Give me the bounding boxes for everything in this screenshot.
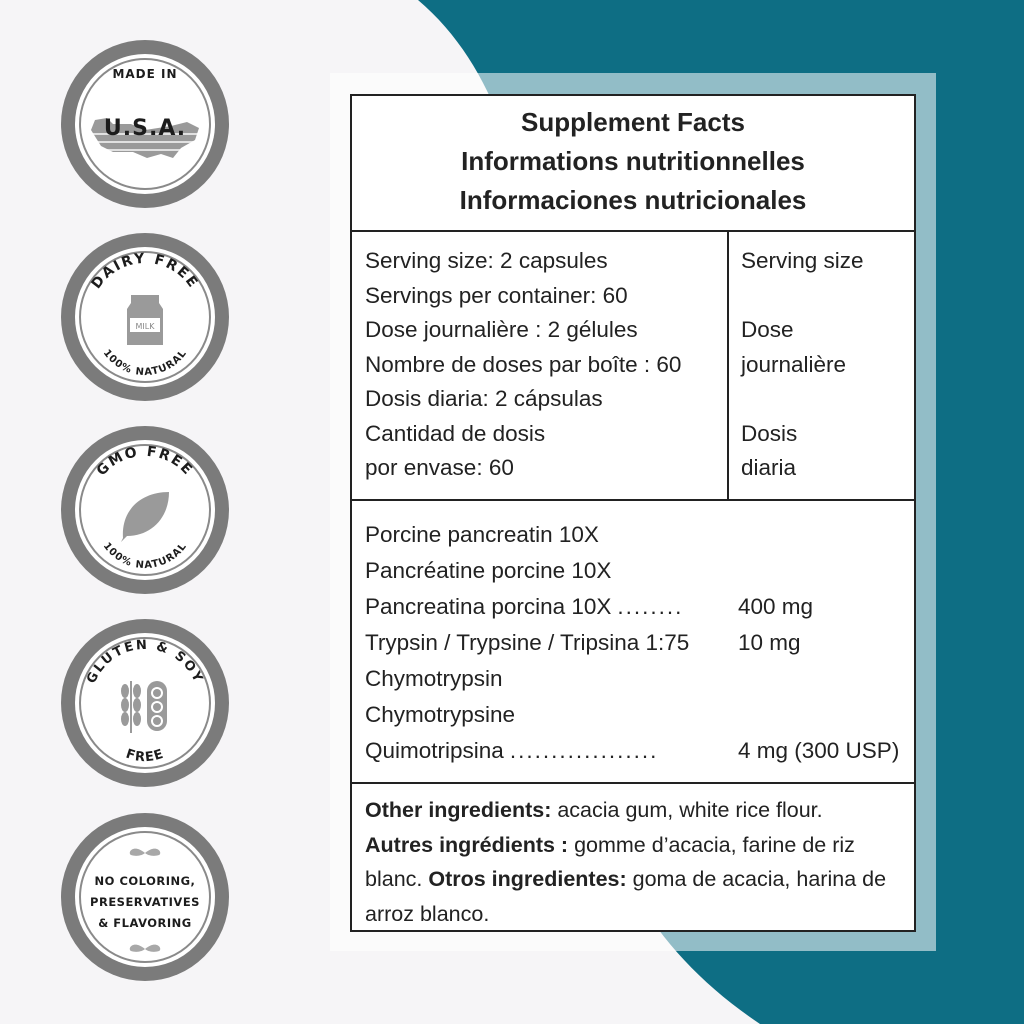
- serving-line: por envase: 60: [365, 455, 514, 480]
- ingredient-name: Trypsin / Trypsine / Tripsina 1:75: [365, 630, 690, 655]
- other-ingredients-en-label: Other ingredients:: [365, 798, 552, 822]
- serving-line: Dosis diaria: 2 cápsulas: [365, 386, 603, 411]
- badge-top-text: GMO FREE: [93, 443, 197, 480]
- svg-text:MILK: MILK: [135, 322, 155, 331]
- serving-line: Cantidad de dosis: [365, 420, 546, 446]
- serving-line: Dose journalière : 2 gélules: [365, 317, 638, 342]
- badge-bottom-text: 100% NATURAL: [100, 540, 190, 572]
- serving-section: [352, 230, 914, 501]
- badge-line: & FLAVORING: [98, 916, 192, 930]
- ingredient-row: Quimotripsina .................. 4 mg (300 USP): [365, 733, 695, 769]
- gluten-soy-free-badge: [61, 619, 229, 787]
- serving-line: Servings per container: 60: [365, 282, 628, 308]
- dairy-free-badge: [61, 233, 229, 401]
- badge-line: PRESERVATIVES: [90, 895, 200, 909]
- title-fr: Informations nutritionnelles: [461, 146, 805, 176]
- milk-carton-icon: [127, 295, 163, 345]
- made-in-usa-badge: [61, 40, 229, 208]
- badge-bottom-text: FREE: [123, 746, 167, 766]
- ingredient-name: Chymotrypsin: [365, 666, 503, 691]
- title-es: Informaciones nutricionales: [459, 185, 807, 215]
- serving-line: Nombre de doses par boîte : 60: [365, 351, 682, 377]
- svg-text:100% NATURAL: [101, 541, 189, 571]
- wheat-soy-icon: [121, 681, 167, 733]
- ingredient-amount: 400 mg: [738, 594, 814, 619]
- ingredient-row: [365, 625, 801, 661]
- label-header: [352, 96, 914, 232]
- serving-header-line: [741, 382, 916, 417]
- title-en: Supplement Facts: [521, 107, 745, 137]
- badge-top-text: MADE IN: [112, 67, 178, 81]
- serving-header-line: [741, 279, 916, 314]
- ingredient-name: Chymotrypsine: [365, 702, 516, 727]
- serving-header-line: journalière: [741, 351, 847, 377]
- badge-bottom-text: 100% NATURAL: [100, 347, 190, 379]
- svg-text:100% NATURAL: [101, 348, 189, 378]
- other-ingredients-en-text: acacia gum, white rice flour.: [551, 798, 823, 822]
- ingredient-name: Porcine pancreatin 10X: [365, 522, 599, 547]
- other-ingredients-fr-label: Autres ingrédients :: [365, 832, 569, 857]
- ingredient-row: [365, 697, 695, 733]
- ingredient-amount: 10 mg: [738, 630, 801, 655]
- ingredient-name: Pancreatina porcina 10X: [365, 594, 612, 619]
- other-ingredients-es-label: Otros ingredientes:: [428, 867, 627, 891]
- svg-text:GLUTEN & SOY: [84, 638, 206, 686]
- ingredient-name: Pancréatine porcine 10X: [365, 558, 612, 583]
- ingredient-row: [365, 517, 695, 553]
- serving-header-line: Dose: [741, 317, 794, 342]
- ingredient-row: Pancreatina porcina 10X ........ 400 mg: [365, 589, 695, 625]
- svg-text:DAIRY FREE: [89, 251, 202, 292]
- ingredient-row: [365, 661, 695, 697]
- badge-top-text: GLUTEN & SOY: [84, 637, 206, 687]
- badge-top-text: DAIRY FREE: [88, 250, 202, 292]
- ingredients-section: [352, 499, 914, 784]
- leaf-icon: [121, 492, 169, 542]
- ingredient-row: [365, 553, 695, 589]
- other-ingredients-fr-text: gomme d’acacia, farine de riz blanc.: [365, 832, 855, 891]
- ingredient-name: Quimotripsina: [365, 738, 504, 763]
- no-coloring-badge: [61, 813, 229, 981]
- gmo-free-badge: [61, 426, 229, 594]
- serving-line: Serving size: 2 capsules: [365, 248, 608, 273]
- badge-main-text: U.S.A.: [103, 116, 187, 141]
- serving-header-line: Serving size: [741, 248, 864, 273]
- badge-line: NO COLORING,: [94, 874, 196, 888]
- serving-column-header: [727, 230, 916, 499]
- supplement-facts-label: [350, 94, 916, 932]
- serving-header-line: diaria: [741, 455, 797, 480]
- ingredient-amount: 4 mg (300 USP): [738, 738, 900, 763]
- serving-header-line: Dosis: [741, 420, 798, 446]
- svg-text:GMO FREE: [94, 444, 197, 479]
- svg-text:FREE: [124, 747, 166, 766]
- other-ingredients-es-text: goma de acacia, harina de arroz blanco.: [365, 867, 887, 926]
- other-ingredients: [365, 793, 905, 931]
